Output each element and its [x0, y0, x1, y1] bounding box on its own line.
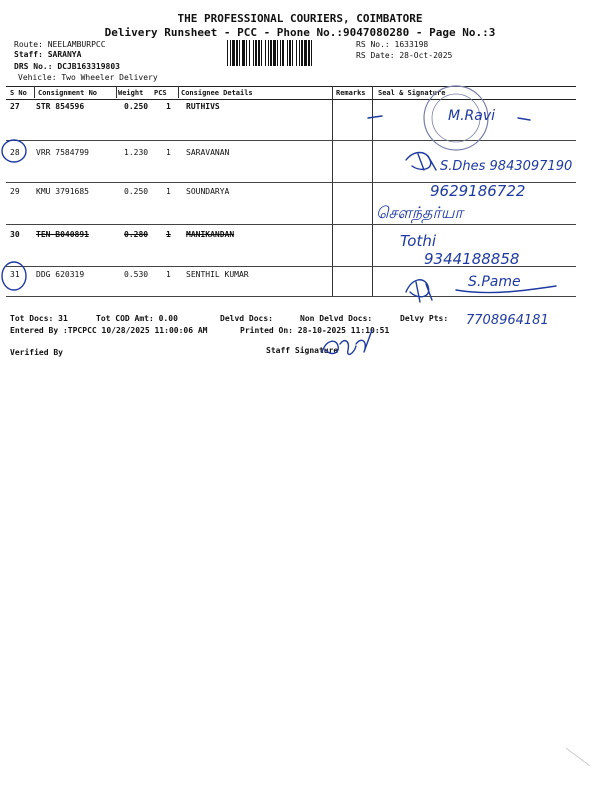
row-consignment: TEN B040891	[36, 230, 89, 239]
non-delivered-docs: Non Delvd Docs:	[300, 314, 373, 323]
remark-dash	[368, 116, 382, 118]
total-docs: Tot Docs: 31	[10, 314, 68, 323]
handwritten-phone-row29: 9629186722	[430, 182, 526, 200]
rs-number: RS No.: 1633198	[356, 40, 429, 49]
row-s-no: 27	[10, 102, 20, 111]
handwritten-name-row29: சௌந்தர்யா	[376, 203, 463, 222]
row-consignee: RUTHIVS	[186, 102, 220, 111]
col-s-no: S No	[10, 89, 27, 97]
row-weight: 0.250	[124, 187, 149, 196]
scan-mark	[566, 748, 590, 766]
signature-scribble	[406, 153, 436, 171]
row-consignment: KMU 3791685	[36, 187, 89, 196]
row-weight: 1.230	[124, 148, 149, 157]
signature-scribble	[406, 280, 432, 302]
handwritten-delivery-points: 7708964181	[466, 313, 549, 328]
handwritten-signature-row27: M.Ravi	[448, 108, 496, 124]
handwritten-signature-row28: S.Dhes 9843097190	[440, 159, 573, 174]
row-weight: 0.280	[124, 230, 149, 239]
col-seal-signature: Seal & Signature	[378, 89, 446, 97]
row-s-no: 29	[10, 187, 20, 196]
row-consignee: SENTHIL KUMAR	[186, 270, 249, 279]
row-consignee: SARAVANAN	[186, 148, 230, 157]
row-consignment: DDG 620319	[36, 270, 85, 279]
handwritten-signature-row31: S.Pame	[468, 274, 521, 290]
row-pcs: 1	[166, 102, 171, 111]
signature-tail	[518, 118, 530, 120]
row-consignee: SOUNDARYA	[186, 187, 230, 196]
total-cod-amount: Tot COD Amt: 0.00	[96, 314, 178, 323]
row-s-no: 30	[10, 230, 20, 239]
company-title: THE PROFESSIONAL COURIERS, COIMBATORE	[177, 12, 423, 25]
verified-by: Verified By	[10, 348, 63, 357]
circled-number	[2, 140, 26, 162]
vehicle-label: Vehicle: Two Wheeler Delivery	[18, 73, 158, 82]
col-pcs: PCS	[154, 89, 167, 97]
col-weight: Weight	[118, 89, 144, 97]
row-pcs: 1	[166, 270, 171, 279]
route-label: Route: NEELAMBURPCC	[14, 40, 106, 49]
col-consignment: Consignment No	[38, 89, 98, 97]
row-pcs: 1	[166, 187, 171, 196]
entered-by: Entered By :TPCPCC 10/28/2025 11:00:06 AM	[10, 326, 208, 335]
printed-on: Printed On: 28-10-2025 11:10:51	[240, 326, 390, 335]
row-weight: 0.250	[124, 102, 149, 111]
row-s-no: 28	[10, 148, 20, 157]
row-s-no: 31	[10, 270, 20, 279]
circled-number	[2, 262, 26, 290]
delivery-points: Delvy Pts:	[400, 314, 449, 323]
row-weight: 0.530	[124, 270, 149, 279]
staff-signature-label: Staff Signature	[266, 346, 339, 355]
row-pcs: 1	[166, 230, 171, 239]
staff-signature-scribble	[322, 330, 372, 354]
drs-number: DRS No.: DCJB163319803	[14, 62, 120, 71]
col-consignee: Consignee Details	[181, 89, 253, 97]
staff-label: Staff: SARANYA	[14, 50, 82, 59]
delivered-docs: Delvd Docs:	[220, 314, 273, 323]
handwritten-name-row30: Tothi	[400, 232, 437, 250]
row-consignment: VRR 7584799	[36, 148, 89, 157]
row-consignee: MANIKANDAN	[186, 230, 235, 239]
row-consignment: STR 854596	[36, 102, 85, 111]
rs-date: RS Date: 28-Oct-2025	[356, 51, 453, 60]
runsheet-subtitle: Delivery Runsheet - PCC - Phone No.:9047080280 - Page No.:3	[104, 26, 496, 39]
handwritten-phone-row30: 9344188858	[424, 250, 520, 268]
row-pcs: 1	[166, 148, 171, 157]
col-remarks: Remarks	[336, 89, 366, 97]
